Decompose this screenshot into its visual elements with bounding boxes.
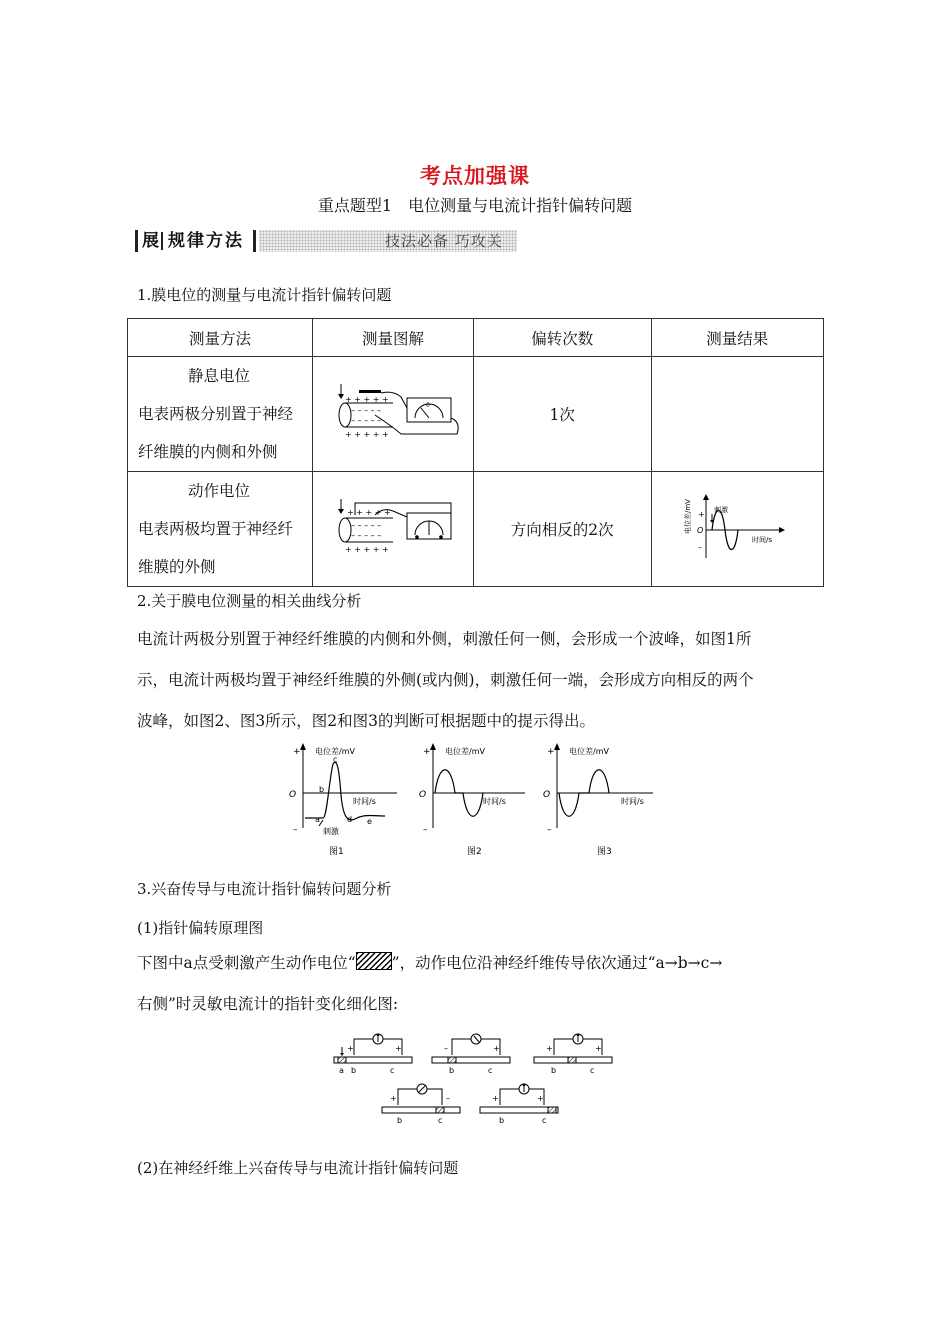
fig3-y-label: 电位差/mV bbox=[569, 747, 609, 756]
banner-tag: 技法必备 巧攻关 bbox=[385, 232, 503, 250]
page-subtitle: 重点题型1 电位测量与电流计指针偏转问题 bbox=[317, 196, 633, 215]
svg-text:+ + + + +: + + + + + bbox=[346, 508, 391, 517]
table-header: 测量图解 bbox=[313, 319, 474, 357]
minus-sign: – bbox=[446, 1094, 450, 1103]
plus-sign: + bbox=[493, 1044, 500, 1053]
plus-sign: + bbox=[595, 1044, 602, 1053]
section-banner bbox=[135, 228, 517, 254]
plus-sign: + bbox=[347, 1044, 354, 1053]
subsection-1-heading: (1)指针偏转原理图 bbox=[137, 919, 264, 937]
paragraph-text: 下图中a点受刺激产生动作电位“ bbox=[137, 954, 356, 972]
hatched-swatch bbox=[356, 952, 392, 970]
table-header: 测量结果 bbox=[651, 319, 824, 357]
section-1-heading: 1.膜电位的测量与电流计指针偏转问题 bbox=[137, 286, 392, 304]
svg-text:– – – – –: – – – – – bbox=[350, 406, 382, 415]
section-3-heading: 3.兴奋传导与电流计指针偏转问题分析 bbox=[137, 880, 392, 898]
svg-text:– – – – –: – – – – – bbox=[350, 416, 382, 425]
svg-text:– – – – –: – – – – – bbox=[350, 521, 382, 530]
method-line: 维膜的外侧 bbox=[138, 558, 216, 576]
point-label: b bbox=[449, 1066, 455, 1075]
diagram-cell bbox=[313, 357, 474, 472]
paragraph-line: 示，电流计两极均置于神经纤维膜的外侧(或内侧)，刺激任何一端，会形成方向相反的两个 bbox=[137, 671, 754, 689]
point-label: c bbox=[438, 1116, 443, 1125]
count-cell: 方向相反的2次 bbox=[473, 472, 651, 587]
nerve-diagram-1 bbox=[334, 1033, 412, 1075]
point-label: b bbox=[397, 1116, 403, 1125]
graph-x-label: 时间/s bbox=[752, 536, 773, 544]
point-label: c bbox=[590, 1066, 595, 1075]
action-potential-graph bbox=[682, 492, 792, 562]
paragraph-line: 右侧”时灵敏电流计的指针变化细化图: bbox=[137, 995, 399, 1013]
fig1-stim-label: 刺激 bbox=[323, 827, 339, 836]
method-cell bbox=[128, 357, 313, 472]
banner-left-bar bbox=[135, 230, 138, 252]
method-title: 动作电位 bbox=[188, 482, 251, 500]
svg-text:–: – bbox=[698, 543, 703, 552]
fig1-point-c: c bbox=[333, 755, 338, 764]
banner-text: 规律方法 bbox=[168, 231, 244, 251]
fig1-origin: O bbox=[289, 790, 297, 800]
graph-stim-label: 刺激 bbox=[714, 506, 729, 514]
count-cell: 1次 bbox=[473, 357, 651, 472]
galvanometer-deflection-diagrams bbox=[330, 1025, 620, 1137]
fig1-x-label: 时间/s bbox=[353, 797, 376, 806]
plus-sign: + bbox=[390, 1094, 397, 1103]
fig1-minus: – bbox=[293, 825, 298, 835]
diagram-cell bbox=[313, 472, 474, 587]
point-label: a bbox=[339, 1066, 344, 1075]
result-cell bbox=[651, 472, 824, 587]
point-label: b bbox=[551, 1066, 557, 1075]
graph-y-label: 电位差/mV bbox=[684, 499, 693, 534]
paragraph-line bbox=[137, 943, 817, 984]
banner-right-bar bbox=[253, 230, 256, 252]
section-2-heading: 2.关于膜电位测量的相关曲线分析 bbox=[137, 592, 362, 610]
subsection-2-heading: (2)在神经纤维上兴奋传导与电流计指针偏转问题 bbox=[137, 1159, 459, 1177]
fig3-minus: – bbox=[547, 825, 552, 835]
banner-separator bbox=[161, 232, 163, 250]
fig2-minus: – bbox=[423, 825, 428, 835]
point-label: b bbox=[351, 1066, 357, 1075]
section-3-paragraph bbox=[137, 943, 817, 1025]
nerve-diagram-2 bbox=[432, 1034, 510, 1075]
svg-text:– – – – –: – – – – – bbox=[350, 531, 382, 540]
nerve-diagram-3 bbox=[534, 1033, 612, 1075]
svg-text:+: + bbox=[547, 747, 555, 757]
fig3-origin: O bbox=[543, 790, 551, 800]
plus-sign: + bbox=[395, 1044, 402, 1053]
plus-sign: + bbox=[492, 1094, 499, 1103]
resting-potential-diagram bbox=[323, 382, 463, 442]
fig1-point-d: d bbox=[347, 815, 353, 824]
method-line: 纤维膜的内侧和外侧 bbox=[138, 443, 278, 461]
table-header: 偏转次数 bbox=[473, 319, 651, 357]
table-row bbox=[128, 472, 824, 587]
method-line: 电表两极均置于神经纤 bbox=[138, 520, 294, 538]
fig1-point-e: e bbox=[367, 817, 372, 826]
svg-text:+: + bbox=[293, 747, 301, 757]
fig2-x-label: 时间/s bbox=[483, 797, 506, 806]
point-label: c bbox=[542, 1116, 547, 1125]
figure-3 bbox=[543, 743, 653, 857]
svg-text:+: + bbox=[698, 510, 705, 519]
method-title: 静息电位 bbox=[188, 367, 251, 385]
paragraph-text: ”，动作电位沿神经纤维传导依次通过“a→b→c→ bbox=[391, 954, 723, 972]
svg-text:+ + + + +: + + + + + bbox=[344, 430, 389, 439]
figure-2 bbox=[419, 743, 525, 857]
paragraph-line: 波峰，如图2、图3所示，图2和图3的判断可根据题中的提示得出。 bbox=[137, 712, 595, 730]
table-header: 测量方法 bbox=[128, 319, 313, 357]
fig2-origin: O bbox=[419, 790, 427, 800]
nerve-diagram-4 bbox=[382, 1084, 460, 1125]
svg-text:+ + + + +: + + + + + bbox=[344, 395, 389, 404]
measurement-table bbox=[127, 318, 824, 587]
figure-1 bbox=[289, 743, 397, 857]
table-row bbox=[128, 357, 824, 472]
paragraph-line: 电流计两极分别置于神经纤维膜的内侧和外侧，刺激任何一侧，会形成一个波峰，如图1所 bbox=[137, 630, 752, 648]
figure-caption: 图1 bbox=[329, 847, 344, 857]
fig3-x-label: 时间/s bbox=[621, 797, 644, 806]
graph-origin: O bbox=[697, 526, 704, 535]
section-2-paragraph bbox=[137, 619, 817, 742]
action-potential-diagram bbox=[323, 497, 463, 557]
potential-curve-figures bbox=[285, 740, 675, 862]
banner-char: 展 bbox=[142, 231, 159, 251]
figure-caption: 图3 bbox=[597, 847, 612, 857]
page-title: 考点加强课 bbox=[420, 163, 530, 188]
fig1-point-b: b bbox=[319, 785, 325, 794]
figure-caption: 图2 bbox=[467, 847, 482, 857]
fig1-y-label: 电位差/mV bbox=[315, 747, 355, 756]
method-cell bbox=[128, 472, 313, 587]
point-label: b bbox=[499, 1116, 505, 1125]
nerve-diagram-5 bbox=[480, 1083, 558, 1125]
minus-sign: – bbox=[444, 1044, 448, 1053]
point-label: c bbox=[390, 1066, 395, 1075]
fig2-y-label: 电位差/mV bbox=[445, 747, 485, 756]
table-header-row bbox=[128, 319, 824, 357]
svg-text:+ + + + +: + + + + + bbox=[344, 545, 389, 554]
plus-sign: + bbox=[546, 1044, 553, 1053]
svg-text:0: 0 bbox=[425, 402, 430, 409]
fig1-point-a: a bbox=[315, 815, 320, 824]
method-line: 电表两极分别置于神经 bbox=[138, 405, 294, 423]
plus-sign: + bbox=[537, 1094, 544, 1103]
result-cell bbox=[651, 357, 824, 472]
point-label: c bbox=[488, 1066, 493, 1075]
svg-text:+: + bbox=[423, 747, 431, 757]
